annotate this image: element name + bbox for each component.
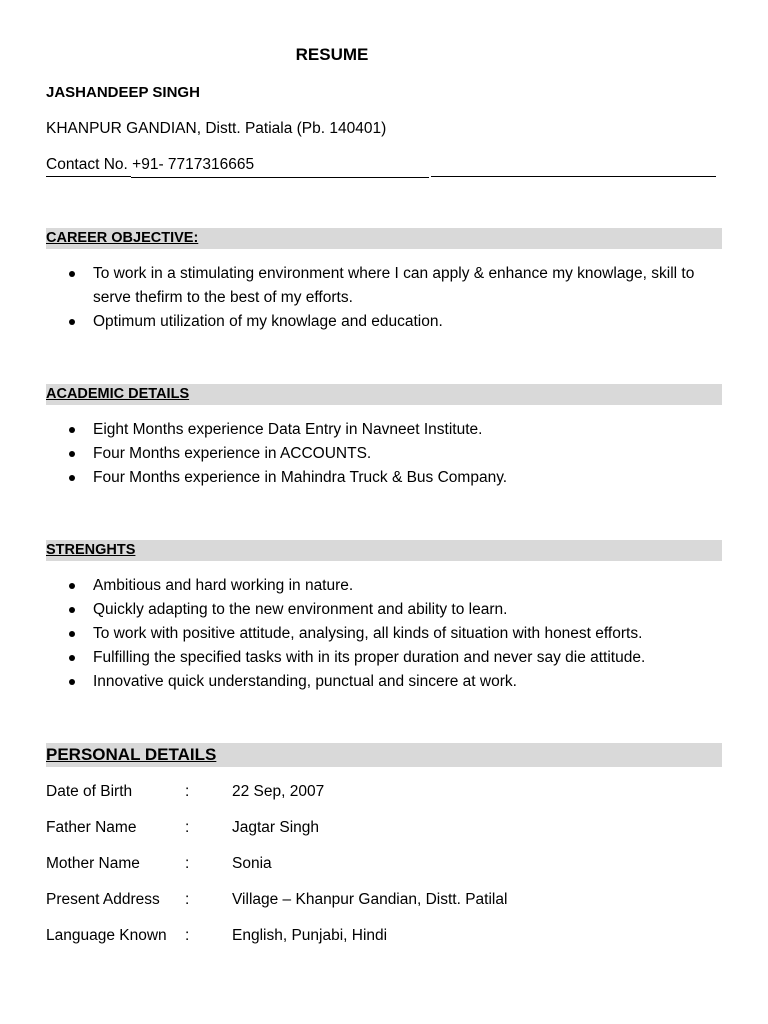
career-objective-heading-bar [46,228,722,249]
list-item: Innovative quick understanding, punctual and sincere at work. [66,670,706,694]
personal-details-heading: PERSONAL DETAILS [46,745,217,764]
career-objective-list [66,262,706,334]
detail-value: Village – Khanpur Gandian, Distt. Patilal [232,891,508,908]
academic-details-heading-bar [46,384,722,405]
list-item: To work with positive attitude, analysing, all kinds of situation with honest efforts. [66,622,706,646]
contact-rule-left [131,177,429,178]
list-item: Eight Months experience Data Entry in Navneet Institute. [66,418,706,442]
detail-label: Date of Birth [46,783,133,800]
personal-details-heading-bar [46,743,722,767]
academic-details-heading: ACADEMIC DETAILS [46,386,190,402]
contact-underline [46,176,131,177]
detail-label: Father Name [46,819,137,836]
contact-rule-right [431,176,716,177]
detail-value: Jagtar Singh [232,819,320,836]
candidate-address: KHANPUR GANDIAN, Distt. Patiala (Pb. 140401) [46,120,387,137]
detail-label: Mother Name [46,855,140,872]
detail-separator: : [185,783,190,800]
personal-detail-row [46,783,726,807]
detail-label: Language Known [46,927,167,944]
strengths-heading-bar [46,540,722,561]
list-item: Quickly adapting to the new environment and ability to learn. [66,598,706,622]
detail-separator: : [185,891,190,908]
personal-detail-row [46,891,726,915]
detail-value: 22 Sep, 2007 [232,783,325,800]
list-item: Ambitious and hard working in nature. [66,574,706,598]
academic-details-list [66,418,706,490]
personal-detail-row [46,855,726,879]
list-item: Optimum utilization of my knowlage and education. [66,310,706,334]
list-item: Four Months experience in ACCOUNTS. [66,442,706,466]
detail-separator: : [185,855,190,872]
detail-separator: : [185,819,190,836]
personal-detail-row [46,819,726,843]
strengths-list [66,574,706,694]
detail-value: Sonia [232,855,272,872]
career-objective-heading: CAREER OBJECTIVE: [46,230,199,246]
list-item: Fulfilling the specified tasks with in its proper duration and never say die attitude. [66,646,706,670]
strengths-heading: STRENGHTS [46,542,136,558]
detail-separator: : [185,927,190,944]
candidate-name: JASHANDEEP SINGH [46,84,200,101]
resume-title: RESUME [295,45,369,64]
detail-value: English, Punjabi, Hindi [232,927,388,944]
list-item: Four Months experience in Mahindra Truck & Bus Company. [66,466,706,490]
contact-number: Contact No. +91- 7717316665 [46,156,255,173]
list-item: To work in a stimulating environment where I can apply & enhance my knowlage, skill to serve thefirm to the best of my efforts. [66,262,706,310]
detail-label: Present Address [46,891,160,908]
personal-detail-row [46,927,726,951]
